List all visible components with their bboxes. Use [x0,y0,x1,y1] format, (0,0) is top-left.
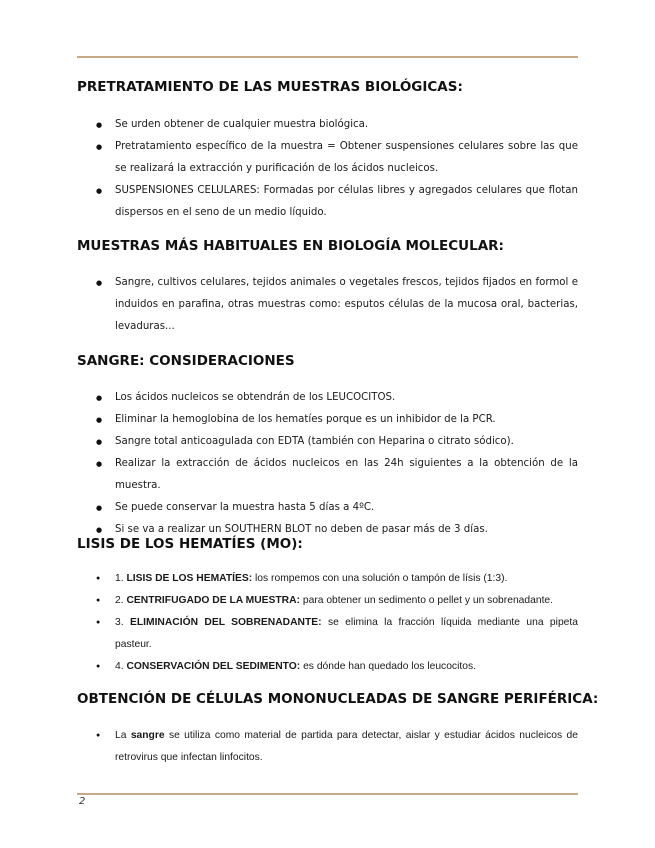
list-sangre [77,387,578,541]
list-item: ● Realizar la extracción de ácidos nucleicos en las 24h siguientes a la obtención de la muestra. [77,453,578,497]
header-rule [77,56,578,58]
footer-rule [77,793,578,795]
list-item: ● Se puede conservar la muestra hasta 5 días a 4ºC. [77,497,578,519]
list-item: ● SUSPENSIONES CELULARES: Formadas por células libres y agregados celulares que flotan dispersos en el seno de un medio líquido. [77,180,578,224]
step-number: 1. [115,573,124,584]
list-item [77,568,578,590]
section-heading-pretratamiento: PRETRATAMIENTO DE LAS MUESTRAS BIOLÓGICAS: [77,79,463,95]
step-text: para obtener un sedimento o pellet y un sobrenadante. [302,595,554,606]
list-item: ● Eliminar la hemoglobina de los hematíes porque es un inhibidor de la PCR. [77,409,578,431]
list-muestras [77,272,578,338]
section-heading-muestras: MUESTRAS MÁS HABITUALES EN BIOLOGÍA MOLECULAR: [77,238,504,254]
step-text: es dónde han quedado los leucocitos. [303,661,476,672]
list-item: ● Si se va a realizar un SOUTHERN BLOT no deben de pasar más de 3 días. [77,519,578,541]
list-item: ● Se urden obtener de cualquier muestra biológica. [77,114,578,136]
list-item: ● Los ácidos nucleicos se obtendrán de los LEUCOCITOS. [77,387,578,409]
step-title: CONSERVACIÓN DEL SEDIMENTO: [126,661,301,672]
page-number: 2 [79,796,86,807]
step-title: CENTRIFUGADO DE LA MUESTRA: [126,595,300,606]
list-item: ● Sangre, cultivos celulares, tejidos animales o vegetales frescos, tejidos fijados en formol e induidos en parafina, otras muestras como: esputos células de la mucosa oral, bacterias, levaduras... [77,272,578,338]
step-title: ELIMINACIÓN DEL SOBRENADANTE: [129,617,322,628]
step-text: los rompemos con una solución o tampón de lísis (1:3). [255,573,508,584]
list-lisis [77,568,578,678]
list-pretratamiento [77,114,578,224]
step-text: se elimina la fracción líquida mediante una pipeta pasteur. [115,617,578,650]
list-item [77,656,578,678]
section-heading-obtencion: OBTENCIÓN DE CÉLULAS MONONUCLEADAS DE SANGRE PERIFÉRICA: [77,691,599,707]
list-item: ● Pretratamiento específico de la muestra = Obtener suspensiones celulares sobre las que se realizará la extracción y purificación de los ácidos nucleicos. [77,136,578,180]
item-emphasis: sangre [130,730,165,741]
list-item [77,725,578,769]
item-prefix: La [115,730,127,741]
step-number: 4. [115,661,124,672]
list-item [77,612,578,656]
section-heading-sangre: SANGRE: CONSIDERACIONES [77,353,295,369]
section-heading-lisis: LISIS DE LOS HEMATÍES (MO): [77,536,303,552]
list-obtencion [77,725,578,769]
list-item [77,590,578,612]
step-number: 2. [115,595,124,606]
step-number: 3. [115,617,124,628]
list-item: ● Sangre total anticoagulada con EDTA (también con Heparina o citrato sódico). [77,431,578,453]
step-title: LISIS DE LOS HEMATÍES: [126,573,253,584]
item-text: se utiliza como material de partida para detectar, aislar y estudiar ácidos nucleicos de retrovirus que infectan linfocitos. [115,730,578,763]
